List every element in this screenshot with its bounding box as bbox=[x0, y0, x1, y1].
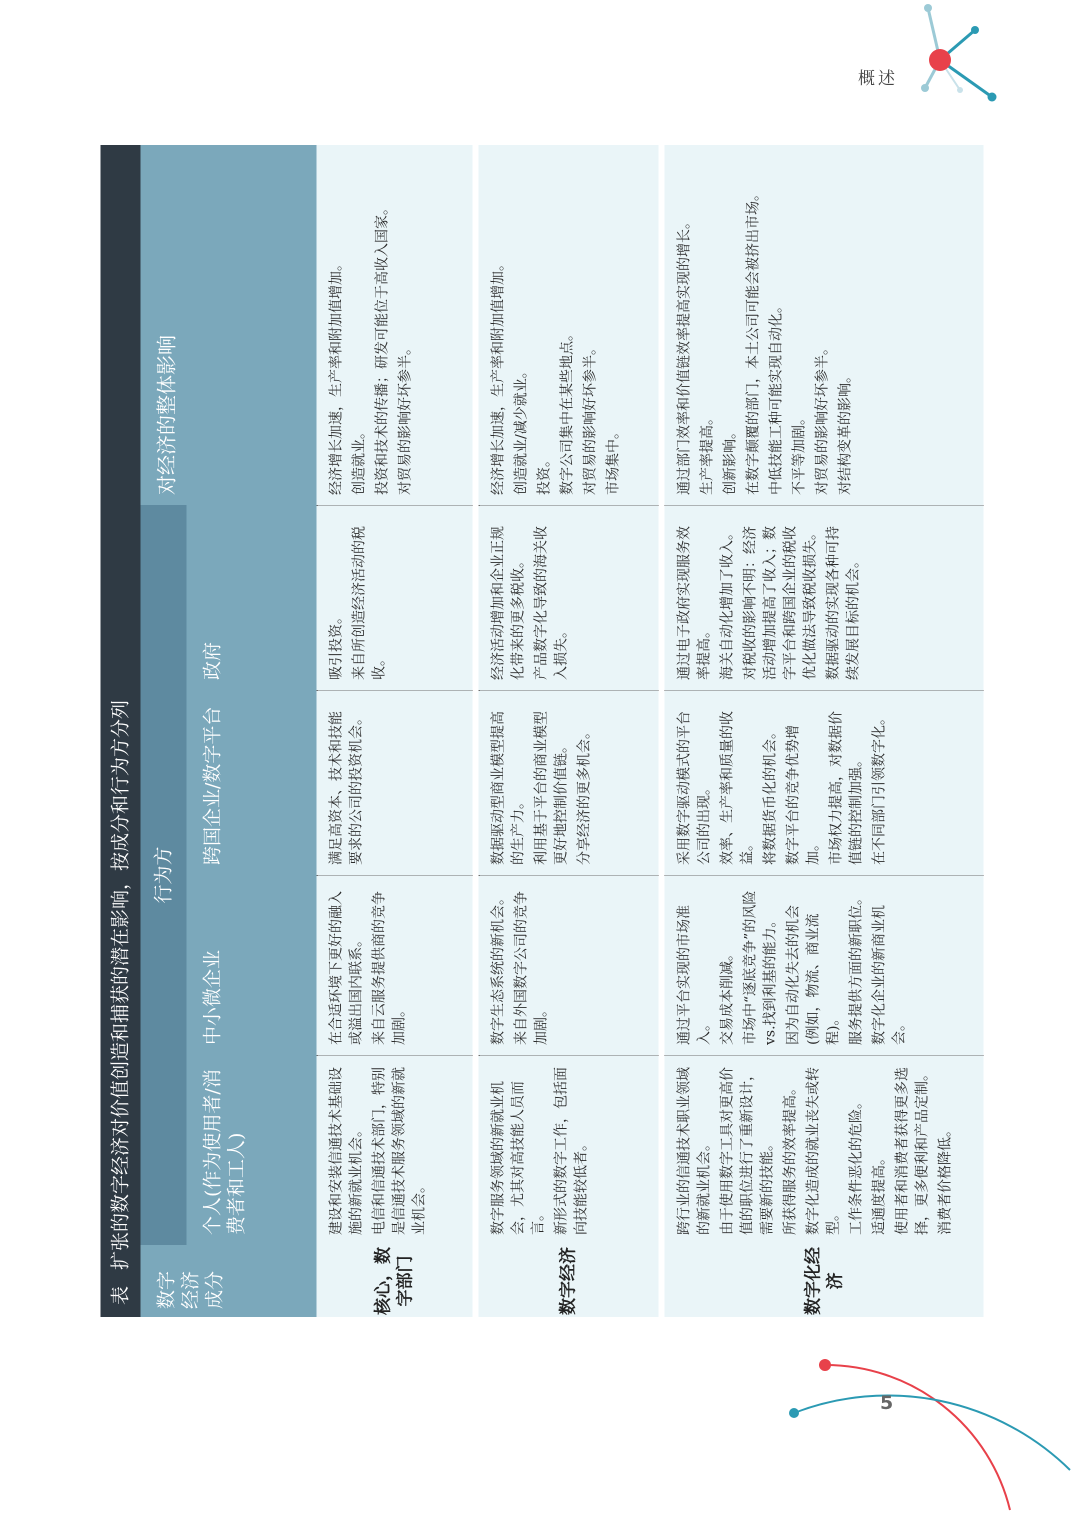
cell-economy bbox=[316, 145, 472, 505]
cell-line: 数字化造成的就业丧失或转型。 bbox=[805, 1067, 841, 1235]
cell-individual bbox=[664, 1055, 983, 1245]
cell-line: 将数据货币化的机会。 bbox=[762, 725, 778, 865]
table-row bbox=[478, 145, 658, 1317]
cell-line: 市场中“逐底竞争”的风险vs.找到利基的能力。 bbox=[742, 890, 778, 1045]
cell-line: 在数字颠覆的部门，本土公司可能会被挤出市场。 bbox=[745, 187, 761, 495]
header-component: 数字经济成分 bbox=[140, 1245, 316, 1317]
cell-line: 建设和安装信通技术基础设施的新就业机会。 bbox=[328, 1067, 364, 1235]
cell-line: 来自云服务提供商的竞争加剧。 bbox=[371, 891, 407, 1045]
header-mnc: 跨国企业/数字平台 bbox=[186, 690, 316, 875]
cell-line: 经济增长加速，生产率和附加值增加。 bbox=[328, 257, 344, 495]
cell-line: 市场集中。 bbox=[605, 425, 621, 495]
cell-line: 不平等加剧。 bbox=[791, 411, 807, 495]
table-caption-text: 扩张的数字经济对价值创造和捕获的潜在影响，按成分和行为方分列 bbox=[109, 699, 131, 1270]
cell-line: 电信和信通技术部门，特别是信通技术服务领域的新就业机会。 bbox=[371, 1067, 427, 1235]
row-header: 数字化经济 bbox=[802, 1247, 845, 1315]
cell-line: 经济活动增加和企业正规化带来的更多税收。 bbox=[490, 526, 526, 680]
cell-line: 中低技能工种可能实现自动化。 bbox=[768, 299, 784, 495]
cell-government bbox=[316, 505, 472, 690]
cell-line: 效率、生产率和质量的收益。 bbox=[719, 711, 755, 865]
cell-individual bbox=[478, 1055, 658, 1245]
cell-line: 对贸易的影响好坏参半。 bbox=[814, 341, 830, 495]
row-header: 核心，数字部门 bbox=[373, 1247, 415, 1315]
cell-line: 对税收的影响不明：经济活动增加提高了收入；数字平台和跨国企业的税收优化做法导致税收损失。 bbox=[742, 526, 818, 680]
cell-line: 跨行业的信通技术职业领域的新就业机会。 bbox=[676, 1067, 712, 1235]
cell-line: 数字化企业的新商业机会。 bbox=[871, 905, 907, 1045]
cell-government bbox=[478, 505, 658, 690]
cell-line: 产品数字化导致的海关收入损失。 bbox=[533, 526, 569, 680]
cell-line: 市场权力提高，对数据价值链的控制加强。 bbox=[828, 711, 864, 865]
header-msme: 中小微企业 bbox=[186, 875, 316, 1055]
cell-line: 使用者和消费者获得更多选择，更多便利和产品定制。 bbox=[894, 1067, 930, 1235]
cell-line: 海关自动化增加了收入。 bbox=[719, 526, 735, 680]
cell-mnc bbox=[316, 690, 472, 875]
cell-line: 通过平台实现的市场准入。 bbox=[676, 905, 712, 1045]
table-caption bbox=[100, 145, 140, 1317]
cell-line: 来自外国数字公司的竞争加剧。 bbox=[513, 891, 549, 1045]
cell-line: 由于使用数字工具对更高价值的职位进行了重新设计，需要新的技能。 bbox=[719, 1067, 775, 1235]
cell-line: 对贸易的影响好坏参半。 bbox=[397, 341, 413, 495]
cell-line: 投资和技术的传播；研发可能位于高收入国家。 bbox=[374, 201, 390, 495]
cell-line: 交易成本削减。 bbox=[719, 947, 735, 1045]
cell-line: 新形式的数字工作，包括面向技能较低者。 bbox=[553, 1067, 589, 1235]
cell-line: 所获得服务的效率提高。 bbox=[782, 1081, 798, 1235]
cell-line: 采用数字驱动模式的平台公司的出现。 bbox=[676, 711, 712, 865]
page-number: 5 bbox=[880, 1392, 894, 1414]
cell-line: 对结构变革的影响。 bbox=[837, 369, 853, 495]
cell-line: 数字平台的竞争优势增加。 bbox=[785, 725, 821, 865]
cell-line: 对贸易的影响好坏参半。 bbox=[582, 341, 598, 495]
cell-line: 数字公司集中在某些地点。 bbox=[559, 327, 575, 495]
cell-line: 在不同部门引领数字化。 bbox=[871, 711, 887, 865]
arc-decoration-bottom bbox=[780, 1350, 1080, 1515]
cell-line: 消费者价格降低。 bbox=[937, 1123, 953, 1235]
cell-line: 经济增长加速，生产率和附加值增加。 bbox=[490, 257, 506, 495]
cell-line: 利用基于平台的商业模型更好地控制价值链。 bbox=[533, 711, 569, 865]
cell-msme bbox=[478, 875, 658, 1055]
cell-economy bbox=[478, 145, 658, 505]
table-tag: 表 bbox=[109, 1285, 131, 1305]
cell-line: 分享经济的更多机会。 bbox=[576, 725, 592, 865]
cell-line: 通过电子政府实现服务效率提高。 bbox=[676, 526, 712, 680]
cell-line: 数据驱动的实现各种可持续发展目标的机会。 bbox=[825, 526, 861, 680]
cell-mnc bbox=[664, 690, 983, 875]
cell-line: 数据驱动型商业模型提高的生产力。 bbox=[490, 711, 526, 865]
cell-msme bbox=[664, 875, 983, 1055]
cell-msme bbox=[316, 875, 472, 1055]
cell-line: 服务提供方面的新职位。 bbox=[848, 891, 864, 1045]
header-actors-group: 行为方 bbox=[140, 505, 186, 1245]
cell-line: 在合适环境下更好的融入或溢出国内联系。 bbox=[328, 891, 364, 1045]
cell-line: 数字生态系统的新机会。 bbox=[490, 891, 506, 1045]
cell-line: 数字服务领域的新就业机会，尤其对高技能人员而言。 bbox=[490, 1081, 546, 1235]
impact-table-wrapper bbox=[100, 145, 983, 1317]
header-individual: 个人(作为使用者/消费者和工人) bbox=[186, 1055, 316, 1245]
cell-line: 适通度提高。 bbox=[871, 1151, 887, 1235]
row-header: 数字经济 bbox=[558, 1247, 578, 1315]
cell-line: 创新影响。 bbox=[722, 425, 738, 495]
cell-line: 投资。 bbox=[536, 453, 552, 495]
molecule-decoration-top bbox=[900, 0, 1020, 120]
table-row bbox=[316, 145, 472, 1317]
cell-line: 生产率提高。 bbox=[699, 411, 715, 495]
section-label: 概述 bbox=[858, 69, 898, 89]
cell-line: 满足高资本、技术和技能要求的公司的投资机会。 bbox=[328, 711, 364, 865]
header-government: 政府 bbox=[186, 505, 316, 690]
cell-economy bbox=[664, 145, 983, 505]
cell-line: 通过部门效率和价值链效率提高实现的增长。 bbox=[676, 215, 692, 495]
cell-line: 创造就业。 bbox=[351, 425, 367, 495]
header-economy: 对经济的整体影响 bbox=[140, 145, 316, 505]
cell-line: 工作条件恶化的危险。 bbox=[848, 1095, 864, 1235]
table-row bbox=[664, 145, 983, 1317]
cell-line: 因为自动化失去的机会(例如，物流、商业流程)。 bbox=[785, 905, 841, 1045]
impact-table bbox=[100, 145, 983, 1317]
cell-mnc bbox=[478, 690, 658, 875]
cell-line: 来自所创造经济活动的税收。 bbox=[351, 526, 387, 680]
cell-line: 吸引投资。 bbox=[328, 610, 344, 680]
cell-government bbox=[664, 505, 983, 690]
cell-individual bbox=[316, 1055, 472, 1245]
cell-line: 创造就业/减少就业。 bbox=[513, 364, 529, 495]
